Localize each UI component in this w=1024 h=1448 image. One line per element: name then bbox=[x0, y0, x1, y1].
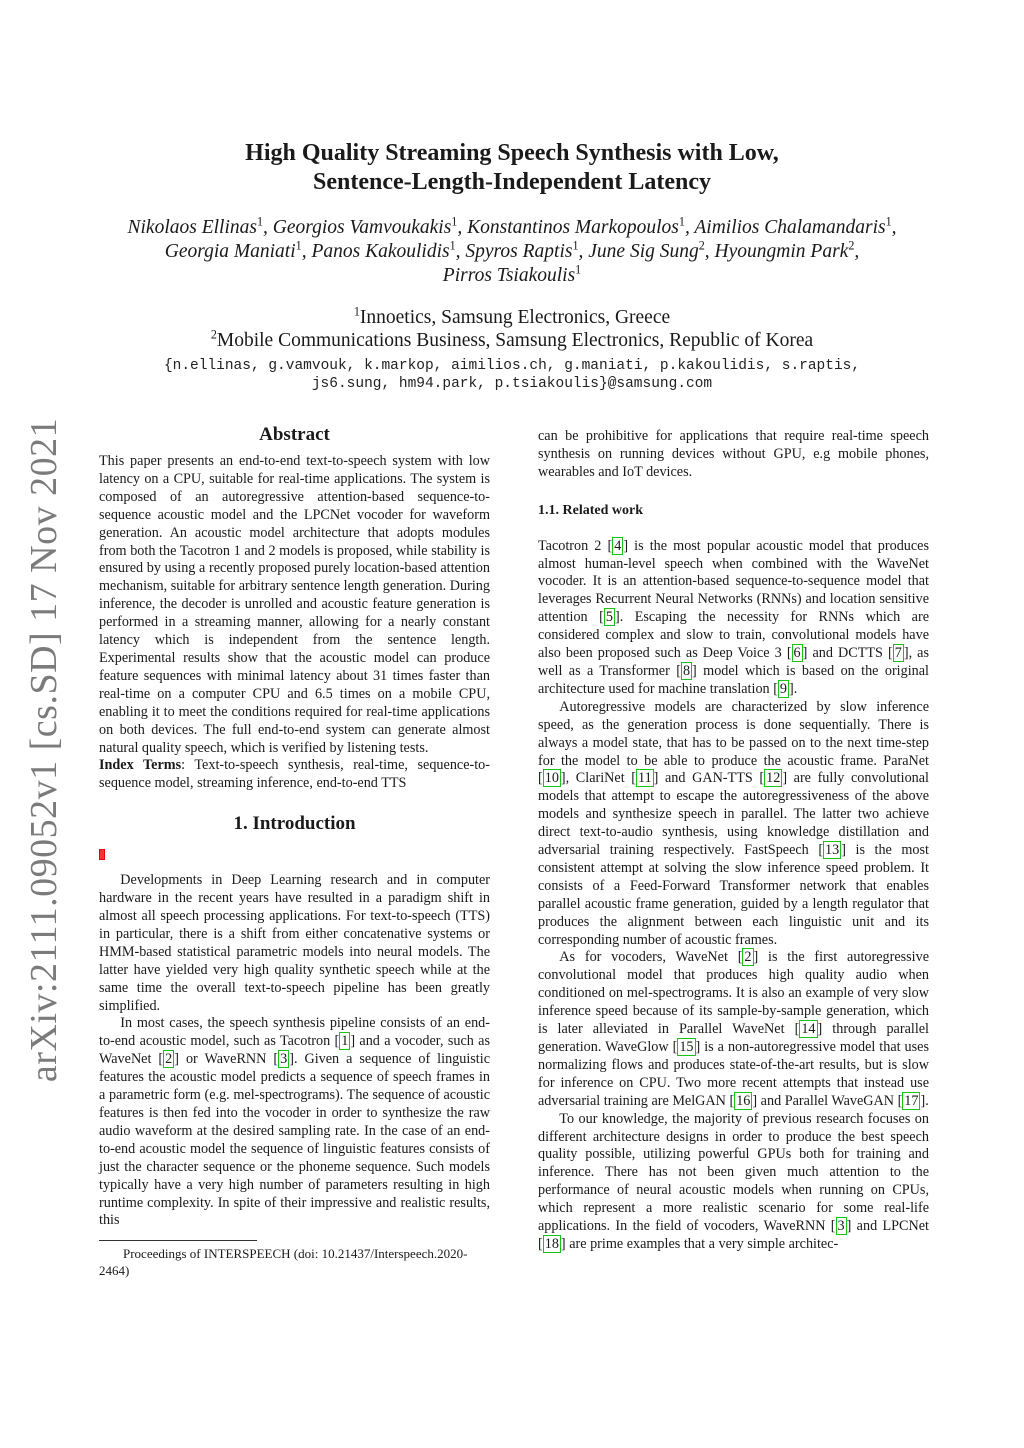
author-name: Panos Kakoulidis bbox=[311, 241, 450, 262]
annotation-marker bbox=[99, 849, 105, 860]
citation-link[interactable]: 15 bbox=[679, 1039, 694, 1055]
citation-link[interactable]: 10 bbox=[544, 770, 559, 787]
citation-link[interactable]: 5 bbox=[605, 609, 613, 626]
intro-continuation: can be prohibitive for applications that require real-time speech synthesis on running devices without GPU, e.g mobile phones, wearables and IoT devices. bbox=[538, 428, 929, 480]
author-line-3: Pirros Tsiakoulis$^1$ bbox=[442, 262, 582, 286]
related-work-paragraph-2: Autoregressive models are characterized by slow inference speed, as the generation process is done sequentially. There is always a model state, that has to be passed on to the next time-step for the model to be able to produce the acoustic frame. ParaNet [ 10 ], ClariNet [ 11 ] and GAN-TTS [ 12 ] are fully convolutional models that attempt to escape the autoregressiveness of the above models and synthesize speech in parallel. The latter two achieve direct text-to-audio synthesis, using knowledge distillation and adversarial training respectively. FastSpeech [ 13 ] is the most consistent attempt at solving the slow inference speed problem. It consists of a Feed-Forward Transformer network that enables parallel acoustic frame generation, guided by a length regulator that produces the alignment between each linguistic unit and its corresponding number of acoustic frames. bbox=[538, 698, 929, 948]
citation-link[interactable]: 3 bbox=[280, 1051, 288, 1068]
index-terms-label: Index Terms bbox=[99, 757, 182, 774]
citation-link[interactable]: 11 bbox=[638, 770, 652, 787]
related-work-paragraph-3: As for vocoders, WaveNet [ 2 ] is the first autoregressive convolutional model that produces high quality audio when conditioned on mel-spectrograms. It is also an example of very slow inference speed because of its sample-by-sample generation, which is later alleviated in Parallel WaveNet [ 14 ] through parallel generation. WaveGlow [ 15 ] is a non-autoregressive model that uses normalizing flows and produces state-of-the-art results, but is slow for inference on CPU. Two more recent attempts that instead use adversarial training are MelGAN [ 16 ] and Parallel WaveGAN [ 17 ]. bbox=[538, 949, 929, 1109]
author-list bbox=[90, 216, 934, 288]
related-work-paragraph-1: Tacotron 2 [ 4 ] is the most popular acoustic model that produces almost human-level speech when combined with the WaveNet vocoder. It is an attention-based sequence-to-sequence model that leverages Recurrent Neural Networks (RNNs) and location sensitive attention [ 5 ]. Escaping the necessity for RNNs which are considered complex and slow to train, convolutional models have also been proposed such as Deep Voice 3 [ 6 ] and DCTTS [ 7 ], as well as a Transformer [ 8 ] model which is based on the original architecture used for machine translation [ 9 ]. bbox=[538, 537, 930, 697]
intro-paragraph-1: Developments in Deep Learning research and in computer hardware in the recent years have resulted in a paradigm shift in almost all speech processing applications. For text-to-speech (TTS) in particular, there is a shift from either concatenative systems or HMM-based statistical parametric models into neural models. The latter have yielded very high quality synthetic speech while at the same time the overall text-to-speech pipeline has been greatly simplified. bbox=[99, 872, 490, 1014]
affiliation-2: $^2$Mobile Communications Business, Samsung Electronics, Republic of Korea bbox=[210, 327, 814, 351]
citation-link[interactable]: 8 bbox=[682, 662, 691, 679]
citation-link[interactable]: 16 bbox=[736, 1092, 751, 1109]
author-name: Georgia Maniati bbox=[164, 241, 296, 262]
citation-link[interactable]: 9 bbox=[779, 680, 788, 697]
email-line-2: js6.sung, hm94.park, p.tsiakoulis}@samsung.com bbox=[311, 376, 713, 392]
abstract-text: This paper presents an end-to-end text-to-speech system with low latency on a CPU, suitable for real-time applications. The system is composed of an autoregressive attention-based sequence-to-sequence acoustic model and the LPCNet vocoder for waveform generation. An acoustic model architecture that adopts modules from both the Tacotron 1 and 2 models is proposed, while stability is ensured by using a recently proposed purely location-based attention mechanism, suitable for arbitrary sentence length generation. During inference, the decoder is unrolled and acoustic feature generation is performed in a streaming manner, allowing for a nearly constant latency which is independent from the sentence length. Experimental results show that the acoustic model can produce feature sequences with minimal latency about 31 times faster than real-time on a computer CPU and 6.5 times on a mobile CPU, enabling it to meet the conditions required for real-time applications on both devices. The full end-to-end system can generate almost natural quality speech, which is verified by listening tests. bbox=[99, 453, 490, 756]
author-name: June Sig Sung bbox=[588, 241, 699, 262]
author-name: Hyoungmin Park bbox=[714, 241, 849, 262]
citation-link[interactable]: 17 bbox=[904, 1092, 919, 1109]
title-line-2: Sentence-Length-Independent Latency bbox=[312, 169, 711, 195]
section-heading-introduction: 1. Introduction bbox=[233, 813, 356, 835]
email-line-1: {n.ellinas, g.vamvouk, k.markop, aimilios.ch, g.maniati, p.kakoulidis, s.raptis, bbox=[163, 358, 861, 374]
intro-paragraph-2: In most cases, the speech synthesis pipeline consists of an end-to-end acoustic model, such as Tacotron [ 1 ] and a vocoder, such as WaveNet [ 2 ] or WaveRNN [ 3 ]. Given a sequence of linguistic features the acoustic model predicts a sequence of speech frames in a parametric form (e.g. mel-spectrograms). The sequence of acoustic features is then fed into the vocoder in order to synthesize the raw audio waveform at the desired sampling rate. In the case of an end-to-end acoustic model the sequence of linguistic features consists of just the character sequence or the phoneme sequence. Such models typically have a very high number of parameters resulting in high runtime complexity. In spite of their impressive and realistic results, this bbox=[99, 1015, 490, 1229]
related-work-paragraph-4: To our knowledge, the majority of previous research focuses on different architecture designs in order to produce the best speech quality possible, utilizing powerful GPUs both for training and inference. There has not been given much attention to the performance of neural acoustic models when running on CPUs, which represent a more realistic scenario for some real-life applications. In the field of vocoders, WaveRNN [ 3 ] and LPCNet [ 18 ] are prime examples that a very simple architec- bbox=[538, 1110, 929, 1252]
citation-link[interactable]: 2 bbox=[744, 949, 752, 966]
index-terms: Index Terms: Text-to-speech synthesis, real-time, sequence-to-sequence model, streaming inference, end-to-end TTS bbox=[99, 757, 490, 792]
author-name: Pirros Tsiakoulis bbox=[442, 265, 576, 286]
footnote: Proceedings of INTERSPEECH (doi: 10.21437/Interspeech.2020-2464) bbox=[99, 1246, 468, 1278]
author-name: Nikolaos Ellinas bbox=[127, 217, 257, 238]
author-name: Konstantinos Markopoulos bbox=[467, 217, 679, 238]
citation-link[interactable]: 12 bbox=[766, 770, 781, 787]
arxiv-id: arXiv:2111.09052v1 [cs.SD] 17 Nov 2021 bbox=[23, 417, 65, 1083]
author-line-1: Nikolaos Ellinas$^1$, Georgios Vamvoukakis$^1$, Konstantinos Markopoulos$^1$, Aimilios Chalamandaris$^1$, bbox=[127, 214, 897, 238]
paper-title bbox=[150, 139, 874, 197]
affiliations bbox=[140, 306, 884, 352]
citation-link[interactable]: 13 bbox=[825, 842, 840, 859]
arxiv-stamp bbox=[14, 417, 74, 1083]
left-column bbox=[99, 424, 490, 1230]
citation-link[interactable]: 1 bbox=[341, 1033, 349, 1050]
author-name: Spyros Raptis bbox=[465, 241, 573, 262]
citation-link[interactable]: 18 bbox=[544, 1235, 559, 1252]
citation-link[interactable]: 3 bbox=[837, 1218, 845, 1235]
abstract-heading: Abstract bbox=[259, 424, 330, 445]
subsection-heading-related-work: 1.1. Related work bbox=[538, 502, 643, 518]
author-name: Georgios Vamvoukakis bbox=[272, 217, 452, 238]
affiliation-1: $^1$Innoetics, Samsung Electronics, Greece bbox=[353, 304, 671, 328]
citation-link[interactable]: 6 bbox=[793, 645, 801, 662]
citation-link[interactable]: 14 bbox=[801, 1021, 816, 1038]
footnote-rule bbox=[99, 1240, 257, 1241]
title-line-1: High Quality Streaming Speech Synthesis with Low, bbox=[245, 140, 779, 166]
citation-link[interactable]: 4 bbox=[614, 537, 622, 554]
author-line-2: Georgia Maniati$^1$, Panos Kakoulidis$^1$, Spyros Raptis$^1$, June Sig Sung$^2$, Hyoungmin Park$^2$, bbox=[164, 238, 860, 262]
citation-link[interactable]: 7 bbox=[894, 645, 902, 662]
right-column bbox=[538, 428, 929, 1254]
email-list bbox=[120, 357, 904, 393]
citation-link[interactable]: 2 bbox=[165, 1051, 173, 1068]
author-name: Aimilios Chalamandaris bbox=[694, 217, 886, 238]
